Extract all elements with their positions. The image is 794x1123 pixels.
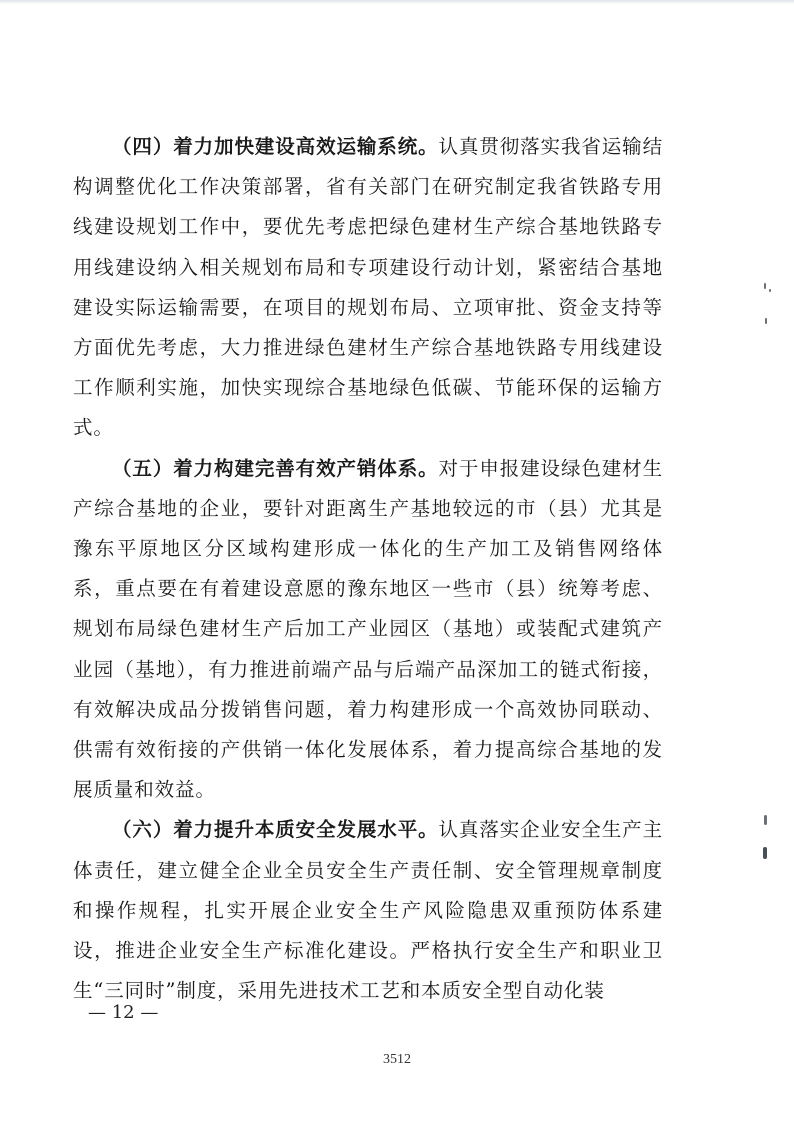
- paragraph-text: 对于申报建设绿色建材生产综合基地的企业，要针对距离生产基地较远的市（县）尤其是豫东平原地区分区域构建形成一体化的生产加工及销售网络体系，重点要在有着建设意愿的豫东地区一些市（县）统筹考虑、规划布局绿色建材生产后加工产业园区（基地）或装配式建筑产业园（基地），有力推进前端产品与后端产品深加工的链式衔接，有效解决成品分拨销售问题，着力构建形成一个高效协同联动、供需有效衔接的产供销一体化发展体系，着力提高综合基地的发展质量和效益。: [73, 456, 663, 802]
- scan-top-edge: [0, 0, 794, 4]
- scan-speck: [764, 815, 767, 825]
- paragraph-heading: （四）着力加快建设高效运输系统。: [112, 135, 439, 158]
- page-number: — 12 —: [88, 1002, 159, 1023]
- scan-speck: [764, 283, 766, 289]
- paragraph-text: 认真落实企业安全生产主体责任，建立健全企业全员安全生产责任制、安全管理规章制度和操作规程，扎实开展企业安全生产风险隐患双重预防体系建设，推进企业安全生产标准化建设。严格执行安全生产和职业卫生“三同时”制度，采用先进技术工艺和本质安全型自动化装: [73, 818, 663, 1003]
- paragraph-text: 认真贯彻落实我省运输结构调整优化工作决策部署，省有关部门在研究制定我省铁路专用线建设规划工作中，要优先考虑把绿色建材生产综合基地铁路专用线建设纳入相关规划布局和专项建设行动计划，紧密结合基地建设实际运输需要，在项目的规划布局、立项审批、资金支持等方面优先考虑，大力推进绿色建材生产综合基地铁路专用线建设工作顺利实施，加快实现综合基地绿色低碳、节能环保的运输方式。: [73, 135, 663, 440]
- document-body: [73, 127, 663, 1011]
- scan-speck: [763, 847, 767, 859]
- scan-speck: [769, 289, 771, 292]
- scan-page-number: 3512: [383, 1052, 411, 1067]
- paragraph-transport-system: [73, 127, 663, 449]
- paragraph-sales-system: [73, 449, 663, 811]
- paragraph-heading: （五）着力构建完善有效产销体系。: [112, 456, 439, 480]
- paragraph-safety-development: [73, 810, 663, 1011]
- paragraph-heading: （六）着力提升本质安全发展水平。: [112, 818, 439, 842]
- scan-speck: [765, 318, 767, 324]
